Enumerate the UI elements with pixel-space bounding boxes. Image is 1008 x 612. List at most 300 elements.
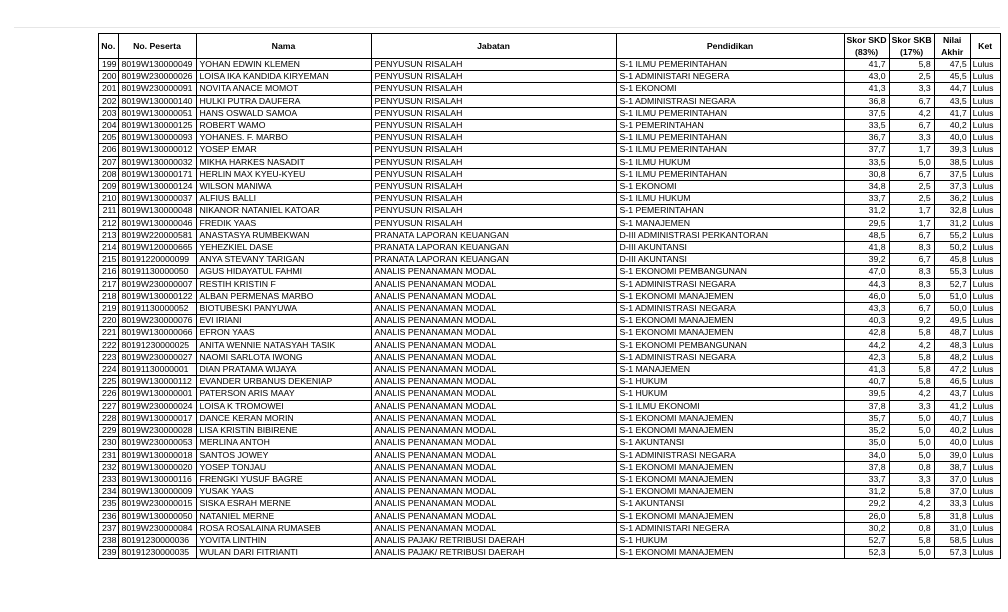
- cell-nama: NAOMI SARLOTA IWONG: [196, 351, 371, 363]
- cell-jabatan: PRANATA LAPORAN KEUANGAN: [371, 229, 616, 241]
- cell-no: 214: [99, 242, 119, 254]
- cell-skor-skd: 35,2: [844, 425, 889, 437]
- cell-skor-skb: 2,5: [889, 193, 934, 205]
- cell-skor-skb: 6,7: [889, 95, 934, 107]
- cell-pendidikan: S-1 ILMU PEMERINTAHAN: [616, 144, 844, 156]
- cell-skor-skb: 5,8: [889, 534, 934, 546]
- header-ket: Ket: [970, 34, 1000, 59]
- cell-no: 201: [99, 83, 119, 95]
- cell-no-peserta: 80191230000036: [118, 534, 196, 546]
- cell-skor-skb: 6,7: [889, 120, 934, 132]
- cell-nilai-akhir: 46,5: [934, 376, 970, 388]
- cell-pendidikan: S-1 HUKUM: [616, 534, 844, 546]
- cell-nilai-akhir: 36,2: [934, 193, 970, 205]
- cell-pendidikan: D-III AKUNTANSI: [616, 254, 844, 266]
- header-pendidikan: Pendidikan: [616, 34, 844, 59]
- header-nilai-akhir-line2: Akhir: [941, 47, 964, 57]
- cell-no: 207: [99, 156, 119, 168]
- table-row: [99, 449, 1001, 461]
- cell-skor-skd: 41,3: [844, 83, 889, 95]
- header-skor-skb: [889, 34, 934, 59]
- cell-nilai-akhir: 48,2: [934, 351, 970, 363]
- table-row: [99, 400, 1001, 412]
- cell-skor-skd: 44,2: [844, 339, 889, 351]
- cell-nilai-akhir: 47,5: [934, 59, 970, 71]
- cell-jabatan: PENYUSUN RISALAH: [371, 107, 616, 119]
- table-row: [99, 290, 1001, 302]
- cell-no-peserta: 8019W130000124: [118, 181, 196, 193]
- cell-skor-skb: 8,3: [889, 242, 934, 254]
- cell-skor-skd: 37,8: [844, 461, 889, 473]
- cell-pendidikan: S-1 PEMERINTAHAN: [616, 120, 844, 132]
- cell-no-peserta: 8019W130000140: [118, 95, 196, 107]
- cell-no-peserta: 8019W130000049: [118, 59, 196, 71]
- cell-nilai-akhir: 45,5: [934, 71, 970, 83]
- cell-jabatan: ANALIS PENANAMAN MODAL: [371, 486, 616, 498]
- table-row: [99, 254, 1001, 266]
- cell-jabatan: PENYUSUN RISALAH: [371, 83, 616, 95]
- cell-no: 203: [99, 107, 119, 119]
- cell-nama: ANYA STEVANY TARIGAN: [196, 254, 371, 266]
- cell-nilai-akhir: 48,7: [934, 327, 970, 339]
- cell-nilai-akhir: 48,3: [934, 339, 970, 351]
- cell-skor-skb: 4,2: [889, 339, 934, 351]
- cell-nama: FRENGKI YUSUF BAGRE: [196, 473, 371, 485]
- cell-ket: Lulus: [970, 498, 1000, 510]
- cell-no: 221: [99, 327, 119, 339]
- cell-pendidikan: S-1 ILMU PEMERINTAHAN: [616, 168, 844, 180]
- cell-pendidikan: S-1 EKONOMI MANAJEMEN: [616, 461, 844, 473]
- cell-nama: ALFIUS BALLI: [196, 193, 371, 205]
- cell-ket: Lulus: [970, 132, 1000, 144]
- cell-nama: PATERSON ARIS MAAY: [196, 388, 371, 400]
- cell-nama: YOVITA LINTHIN: [196, 534, 371, 546]
- cell-ket: Lulus: [970, 193, 1000, 205]
- cell-ket: Lulus: [970, 486, 1000, 498]
- cell-nilai-akhir: 32,8: [934, 205, 970, 217]
- cell-skor-skb: 1,7: [889, 217, 934, 229]
- cell-no-peserta: 8019W130000037: [118, 193, 196, 205]
- table-row: [99, 278, 1001, 290]
- cell-ket: Lulus: [970, 315, 1000, 327]
- cell-nilai-akhir: 57,3: [934, 547, 970, 559]
- cell-jabatan: PRANATA LAPORAN KEUANGAN: [371, 242, 616, 254]
- table-row: [99, 95, 1001, 107]
- cell-ket: Lulus: [970, 290, 1000, 302]
- cell-pendidikan: S-1 ADMINISTARI NEGERA: [616, 522, 844, 534]
- cell-no: 239: [99, 547, 119, 559]
- cell-skor-skb: 5,0: [889, 547, 934, 559]
- cell-skor-skd: 44,3: [844, 278, 889, 290]
- cell-nilai-akhir: 40,0: [934, 437, 970, 449]
- cell-jabatan: ANALIS PENANAMAN MODAL: [371, 364, 616, 376]
- cell-nilai-akhir: 37,0: [934, 473, 970, 485]
- cell-nama: WULAN DARI FITRIANTI: [196, 547, 371, 559]
- header-no-peserta: No. Peserta: [118, 34, 196, 59]
- cell-skor-skd: 48,5: [844, 229, 889, 241]
- cell-no: 202: [99, 95, 119, 107]
- cell-pendidikan: S-1 EKONOMI: [616, 181, 844, 193]
- cell-skor-skb: 3,3: [889, 473, 934, 485]
- cell-skor-skd: 34,0: [844, 449, 889, 461]
- cell-nama: MERLINA ANTOH: [196, 437, 371, 449]
- cell-ket: Lulus: [970, 95, 1000, 107]
- table-row: [99, 315, 1001, 327]
- cell-skor-skb: 8,3: [889, 266, 934, 278]
- cell-ket: Lulus: [970, 71, 1000, 83]
- cell-pendidikan: S-1 EKONOMI MANAJEMEN: [616, 486, 844, 498]
- cell-ket: Lulus: [970, 229, 1000, 241]
- cell-jabatan: PENYUSUN RISALAH: [371, 144, 616, 156]
- cell-no-peserta: 8019W130000122: [118, 290, 196, 302]
- cell-ket: Lulus: [970, 242, 1000, 254]
- cell-no: 212: [99, 217, 119, 229]
- cell-no: 200: [99, 71, 119, 83]
- cell-jabatan: PENYUSUN RISALAH: [371, 59, 616, 71]
- cell-no-peserta: 8019W230000027: [118, 351, 196, 363]
- cell-ket: Lulus: [970, 120, 1000, 132]
- cell-skor-skb: 6,7: [889, 168, 934, 180]
- cell-no-peserta: 8019W130000125: [118, 120, 196, 132]
- table-row: [99, 534, 1001, 546]
- cell-no: 233: [99, 473, 119, 485]
- cell-no: 237: [99, 522, 119, 534]
- table-row: [99, 388, 1001, 400]
- cell-no: 213: [99, 229, 119, 241]
- cell-no: 217: [99, 278, 119, 290]
- cell-ket: Lulus: [970, 339, 1000, 351]
- cell-skor-skb: 4,2: [889, 107, 934, 119]
- table-row: [99, 351, 1001, 363]
- header-nilai-akhir-line1: Nilai: [942, 35, 962, 45]
- page-top-rule: [14, 27, 1000, 28]
- cell-skor-skb: 2,5: [889, 181, 934, 193]
- cell-nilai-akhir: 39,3: [934, 144, 970, 156]
- cell-ket: Lulus: [970, 437, 1000, 449]
- cell-pendidikan: S-1 ILMU HUKUM: [616, 193, 844, 205]
- table-row: [99, 486, 1001, 498]
- cell-pendidikan: S-1 EKONOMI MANAJEMEN: [616, 425, 844, 437]
- cell-nama: HERLIN MAX KYEU-KYEU: [196, 168, 371, 180]
- cell-skor-skb: 3,3: [889, 400, 934, 412]
- cell-no-peserta: 8019W130000112: [118, 376, 196, 388]
- table-row: [99, 461, 1001, 473]
- cell-skor-skb: 5,8: [889, 59, 934, 71]
- cell-ket: Lulus: [970, 217, 1000, 229]
- table-row: [99, 498, 1001, 510]
- cell-ket: Lulus: [970, 266, 1000, 278]
- cell-jabatan: PENYUSUN RISALAH: [371, 95, 616, 107]
- cell-nama: SANTOS JOWEY: [196, 449, 371, 461]
- cell-nama: HULKI PUTRA DAUFERA: [196, 95, 371, 107]
- cell-skor-skd: 33,5: [844, 120, 889, 132]
- cell-jabatan: ANALIS PENANAMAN MODAL: [371, 339, 616, 351]
- cell-skor-skb: 6,7: [889, 229, 934, 241]
- cell-no-peserta: 8019W130000051: [118, 107, 196, 119]
- header-nama: Nama: [196, 34, 371, 59]
- cell-no-peserta: 8019W130000020: [118, 461, 196, 473]
- cell-nama: EVI IRIANI: [196, 315, 371, 327]
- cell-skor-skb: 5,0: [889, 437, 934, 449]
- cell-no: 206: [99, 144, 119, 156]
- cell-nilai-akhir: 33,3: [934, 498, 970, 510]
- cell-no: 216: [99, 266, 119, 278]
- cell-jabatan: ANALIS PENANAMAN MODAL: [371, 522, 616, 534]
- table-row: [99, 181, 1001, 193]
- cell-no-peserta: 8019W230000028: [118, 425, 196, 437]
- cell-skor-skb: 5,0: [889, 290, 934, 302]
- cell-no-peserta: 8019W120000665: [118, 242, 196, 254]
- table-row: [99, 303, 1001, 315]
- cell-skor-skd: 41,3: [844, 364, 889, 376]
- cell-nilai-akhir: 40,0: [934, 132, 970, 144]
- cell-nilai-akhir: 44,7: [934, 83, 970, 95]
- cell-no-peserta: 8019W130000032: [118, 156, 196, 168]
- cell-jabatan: ANALIS PENANAMAN MODAL: [371, 510, 616, 522]
- cell-jabatan: ANALIS PENANAMAN MODAL: [371, 303, 616, 315]
- cell-skor-skb: 3,3: [889, 132, 934, 144]
- cell-no-peserta: 8019W130000050: [118, 510, 196, 522]
- cell-nama: NOVITA ANACE MOMOT: [196, 83, 371, 95]
- cell-no-peserta: 80191130000052: [118, 303, 196, 315]
- table-row: [99, 339, 1001, 351]
- cell-jabatan: ANALIS PENANAMAN MODAL: [371, 498, 616, 510]
- cell-no: 235: [99, 498, 119, 510]
- header-skor-skd: [844, 34, 889, 59]
- cell-skor-skd: 35,0: [844, 437, 889, 449]
- cell-ket: Lulus: [970, 83, 1000, 95]
- cell-nilai-akhir: 52,7: [934, 278, 970, 290]
- cell-ket: Lulus: [970, 107, 1000, 119]
- cell-pendidikan: S-1 EKONOMI MANAJEMEN: [616, 327, 844, 339]
- cell-skor-skd: 46,0: [844, 290, 889, 302]
- cell-skor-skb: 6,7: [889, 254, 934, 266]
- cell-no-peserta: 8019W230000015: [118, 498, 196, 510]
- cell-no: 209: [99, 181, 119, 193]
- cell-nilai-akhir: 39,0: [934, 449, 970, 461]
- cell-no: 229: [99, 425, 119, 437]
- cell-skor-skd: 43,3: [844, 303, 889, 315]
- cell-nama: YOSEP TONJAU: [196, 461, 371, 473]
- cell-nilai-akhir: 41,7: [934, 107, 970, 119]
- cell-nilai-akhir: 47,2: [934, 364, 970, 376]
- cell-jabatan: PRANATA LAPORAN KEUANGAN: [371, 254, 616, 266]
- cell-no: 208: [99, 168, 119, 180]
- cell-pendidikan: D-III AKUNTANSI: [616, 242, 844, 254]
- cell-ket: Lulus: [970, 278, 1000, 290]
- cell-nilai-akhir: 43,7: [934, 388, 970, 400]
- cell-nama: YOHANES. F. MARBO: [196, 132, 371, 144]
- cell-jabatan: PENYUSUN RISALAH: [371, 156, 616, 168]
- cell-skor-skd: 52,7: [844, 534, 889, 546]
- cell-nama: MIKHA HARKES NASADIT: [196, 156, 371, 168]
- cell-nilai-akhir: 31,8: [934, 510, 970, 522]
- cell-no-peserta: 8019W220000581: [118, 229, 196, 241]
- cell-no-peserta: 8019W130000001: [118, 388, 196, 400]
- table-row: [99, 59, 1001, 71]
- cell-ket: Lulus: [970, 534, 1000, 546]
- cell-pendidikan: S-1 ADMINISTRASI NEGARA: [616, 278, 844, 290]
- header-skor-skd-line1: Skor SKD: [846, 35, 887, 45]
- cell-nilai-akhir: 51,0: [934, 290, 970, 302]
- cell-pendidikan: S-1 EKONOMI MANAJEMEN: [616, 290, 844, 302]
- cell-nilai-akhir: 37,5: [934, 168, 970, 180]
- cell-skor-skb: 5,8: [889, 351, 934, 363]
- cell-skor-skb: 5,8: [889, 486, 934, 498]
- cell-ket: Lulus: [970, 376, 1000, 388]
- cell-jabatan: PENYUSUN RISALAH: [371, 120, 616, 132]
- cell-skor-skd: 30,8: [844, 168, 889, 180]
- cell-nilai-akhir: 50,2: [934, 242, 970, 254]
- cell-no-peserta: 8019W130000017: [118, 412, 196, 424]
- cell-nama: ANITA WENNIE NATASYAH TASIK: [196, 339, 371, 351]
- cell-nama: DANCE KERAN MORIN: [196, 412, 371, 424]
- cell-jabatan: ANALIS PENANAMAN MODAL: [371, 290, 616, 302]
- cell-skor-skd: 42,3: [844, 351, 889, 363]
- cell-skor-skb: 0,8: [889, 522, 934, 534]
- cell-nilai-akhir: 43,5: [934, 95, 970, 107]
- cell-ket: Lulus: [970, 547, 1000, 559]
- table-row: [99, 547, 1001, 559]
- cell-pendidikan: S-1 ADMINISTARI NEGERA: [616, 71, 844, 83]
- cell-pendidikan: S-1 ILMU PEMERINTAHAN: [616, 59, 844, 71]
- cell-skor-skd: 37,8: [844, 400, 889, 412]
- cell-no: 228: [99, 412, 119, 424]
- cell-pendidikan: S-1 ADMINISTRASI NEGARA: [616, 303, 844, 315]
- cell-nama: SISKA ESRAH MERNE: [196, 498, 371, 510]
- cell-skor-skd: 52,3: [844, 547, 889, 559]
- cell-nama: BIOTUBESKI PANYUWA: [196, 303, 371, 315]
- cell-no: 226: [99, 388, 119, 400]
- cell-pendidikan: S-1 EKONOMI PEMBANGUNAN: [616, 339, 844, 351]
- cell-jabatan: PENYUSUN RISALAH: [371, 193, 616, 205]
- cell-nilai-akhir: 55,3: [934, 266, 970, 278]
- cell-jabatan: ANALIS PENANAMAN MODAL: [371, 278, 616, 290]
- cell-no-peserta: 8019W230000053: [118, 437, 196, 449]
- cell-nilai-akhir: 38,5: [934, 156, 970, 168]
- cell-no-peserta: 80191130000001: [118, 364, 196, 376]
- table-row: [99, 266, 1001, 278]
- cell-skor-skb: 8,3: [889, 278, 934, 290]
- cell-no-peserta: 8019W230000024: [118, 400, 196, 412]
- cell-skor-skd: 29,5: [844, 217, 889, 229]
- cell-ket: Lulus: [970, 181, 1000, 193]
- header-skor-skd-line2: (83%): [854, 47, 879, 57]
- cell-no: 218: [99, 290, 119, 302]
- cell-pendidikan: D-III ADMINISTRASI PERKANTORAN: [616, 229, 844, 241]
- table-row: [99, 83, 1001, 95]
- cell-no-peserta: 8019W230000091: [118, 83, 196, 95]
- cell-skor-skd: 31,2: [844, 205, 889, 217]
- cell-no-peserta: 80191130000050: [118, 266, 196, 278]
- cell-jabatan: PENYUSUN RISALAH: [371, 71, 616, 83]
- header-nilai-akhir: [934, 34, 970, 59]
- cell-nama: YOSEP EMAR: [196, 144, 371, 156]
- cell-ket: Lulus: [970, 364, 1000, 376]
- cell-nilai-akhir: 31,2: [934, 217, 970, 229]
- table-body: [99, 59, 1001, 559]
- cell-no-peserta: 8019W130000012: [118, 144, 196, 156]
- cell-skor-skd: 33,7: [844, 193, 889, 205]
- cell-nama: EVANDER URBANUS DEKENIAP: [196, 376, 371, 388]
- cell-skor-skb: 4,2: [889, 498, 934, 510]
- cell-skor-skb: 5,0: [889, 412, 934, 424]
- table-row: [99, 132, 1001, 144]
- cell-skor-skd: 33,7: [844, 473, 889, 485]
- cell-no: 231: [99, 449, 119, 461]
- table-row: [99, 242, 1001, 254]
- cell-jabatan: ANALIS PENANAMAN MODAL: [371, 388, 616, 400]
- cell-pendidikan: S-1 ILMU PEMERINTAHAN: [616, 107, 844, 119]
- table-row: [99, 71, 1001, 83]
- cell-pendidikan: S-1 ILMU EKONOMI: [616, 400, 844, 412]
- cell-pendidikan: S-1 EKONOMI PEMBANGUNAN: [616, 266, 844, 278]
- table-row: [99, 107, 1001, 119]
- cell-nilai-akhir: 45,8: [934, 254, 970, 266]
- cell-nilai-akhir: 38,7: [934, 461, 970, 473]
- cell-ket: Lulus: [970, 473, 1000, 485]
- cell-nilai-akhir: 50,0: [934, 303, 970, 315]
- cell-skor-skb: 3,3: [889, 83, 934, 95]
- cell-pendidikan: S-1 EKONOMI MANAJEMEN: [616, 412, 844, 424]
- cell-pendidikan: S-1 HUKUM: [616, 376, 844, 388]
- cell-skor-skb: 5,8: [889, 327, 934, 339]
- cell-nama: NATANIEL MERNE: [196, 510, 371, 522]
- cell-jabatan: ANALIS PENANAMAN MODAL: [371, 400, 616, 412]
- cell-jabatan: ANALIS PENANAMAN MODAL: [371, 437, 616, 449]
- table-row: [99, 473, 1001, 485]
- cell-pendidikan: S-1 EKONOMI MANAJEMEN: [616, 315, 844, 327]
- cell-nama: ROBERT WAMO: [196, 120, 371, 132]
- cell-no: 232: [99, 461, 119, 473]
- cell-pendidikan: S-1 MANAJEMEN: [616, 217, 844, 229]
- cell-nama: LOISA IKA KANDIDA KIRYEMAN: [196, 71, 371, 83]
- cell-no: 230: [99, 437, 119, 449]
- table-header: [99, 34, 1001, 59]
- cell-skor-skd: 30,2: [844, 522, 889, 534]
- cell-nilai-akhir: 40,7: [934, 412, 970, 424]
- cell-no: 238: [99, 534, 119, 546]
- cell-nama: HANS OSWALD SAMOA: [196, 107, 371, 119]
- cell-jabatan: ANALIS PENANAMAN MODAL: [371, 473, 616, 485]
- cell-no: 234: [99, 486, 119, 498]
- cell-nama: NIKANOR NATANIEL KATOAR: [196, 205, 371, 217]
- cell-no-peserta: 8019W130000116: [118, 473, 196, 485]
- cell-jabatan: ANALIS PENANAMAN MODAL: [371, 425, 616, 437]
- cell-jabatan: ANALIS PENANAMAN MODAL: [371, 376, 616, 388]
- cell-pendidikan: S-1 EKONOMI MANAJEMEN: [616, 473, 844, 485]
- header-skor-skb-line1: Skor SKB: [891, 35, 932, 45]
- table-row: [99, 510, 1001, 522]
- cell-nama: EFRON YAAS: [196, 327, 371, 339]
- cell-no-peserta: 8019W230000007: [118, 278, 196, 290]
- cell-jabatan: PENYUSUN RISALAH: [371, 168, 616, 180]
- table-row: [99, 156, 1001, 168]
- cell-no-peserta: 80191230000025: [118, 339, 196, 351]
- table-row: [99, 217, 1001, 229]
- cell-ket: Lulus: [970, 168, 1000, 180]
- cell-ket: Lulus: [970, 510, 1000, 522]
- cell-pendidikan: S-1 ADMINISTRASI NEGARA: [616, 351, 844, 363]
- table-row: [99, 168, 1001, 180]
- cell-skor-skd: 42,8: [844, 327, 889, 339]
- cell-no-peserta: 8019W130000018: [118, 449, 196, 461]
- cell-nama: DIAN PRATAMA WIJAYA: [196, 364, 371, 376]
- cell-ket: Lulus: [970, 327, 1000, 339]
- cell-no: 225: [99, 376, 119, 388]
- cell-nama: WILSON MANIWA: [196, 181, 371, 193]
- cell-skor-skd: 29,2: [844, 498, 889, 510]
